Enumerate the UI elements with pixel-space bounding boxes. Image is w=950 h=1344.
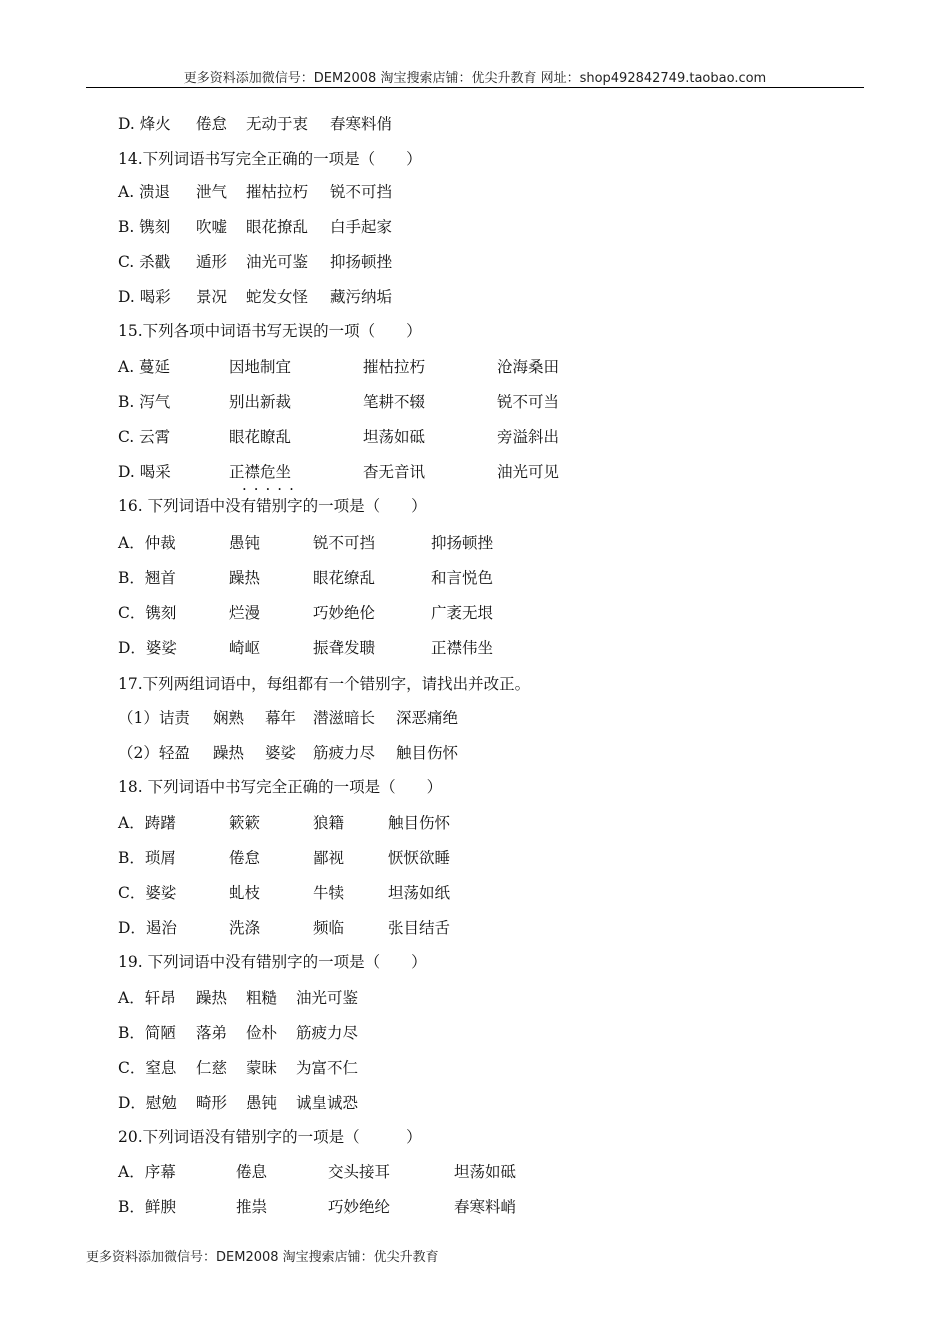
text-cell: C．窒息 [118,1059,177,1077]
text-cell: 坦荡如砥 [454,1163,517,1181]
text-cell: 躁热 [213,744,245,762]
text-cell: 虬枝 [229,884,261,902]
text-cell: 蒙昧 [246,1059,278,1077]
text-cell: 幕年 [265,709,297,727]
page-footer: 更多资料添加微信号：DEM2008 淘宝搜索店铺：优尖升教育 [86,1250,439,1265]
text-cell: 触目伤怀 [396,744,459,762]
text-cell: 17.下列两组词语中，每组都有一个错别字，请找出并改正。 [118,675,531,693]
text-cell: 无动于衷 [246,115,309,133]
text-cell: 畸形 [196,1094,228,1112]
text-cell: 交头接耳 [328,1163,391,1181]
text-cell: A．序幕 [118,1163,176,1181]
text-cell: 20.下列词语没有错别字的一项是（ ） [118,1128,422,1146]
text-cell: 泄气 [196,183,228,201]
text-cell: B．鲜腴 [118,1198,176,1216]
text-cell: 油光可见 [497,463,560,481]
text-cell: 油光可鉴 [246,253,309,271]
text-cell: B．翘首 [118,569,176,587]
text-cell: 18. 下列词语中书写完全正确的一项是（ ） [118,778,443,796]
text-cell: 因地制宜 [229,358,292,376]
text-cell: 广袤无垠 [431,604,494,622]
text-cell: 洗涤 [229,919,261,937]
text-cell: 潜滋暗长 [313,709,376,727]
text-cell: （1）诘责 [118,709,190,727]
text-cell: 锐不可当 [497,393,560,411]
text-cell: 倦怠 [196,115,228,133]
text-cell: 春寒料俏 [330,115,393,133]
text-cell: 牛犊 [313,884,345,902]
text-cell: 粗糙 [246,989,278,1007]
text-cell: 仁慈 [196,1059,228,1077]
text-cell: 筋疲力尽 [296,1024,359,1042]
text-cell: 振聋发聩 [313,639,376,657]
text-cell: 14.下列词语书写完全正确的一项是（ ） [118,150,422,168]
text-cell: 正襟伟坐 [431,639,494,657]
text-cell: 烂漫 [229,604,261,622]
text-cell: B. 镌刻 [118,218,171,236]
text-cell: 坦荡如纸 [388,884,451,902]
text-cell: 娴熟 [213,709,245,727]
text-cell: D. 喝采 [118,463,171,481]
text-cell: D．遏治 [118,919,177,937]
text-cell: 鄙视 [313,849,345,867]
text-cell: （2）轻盈 [118,744,190,762]
text-cell: 沧海桑田 [497,358,560,376]
text-cell: 坦荡如砥 [363,428,426,446]
text-cell: B. 泻气 [118,393,171,411]
text-cell: 眼花缭乱 [313,569,376,587]
text-cell: C．婆娑 [118,884,177,902]
text-cell: 摧枯拉朽 [363,358,426,376]
text-cell: 和言悦色 [431,569,494,587]
text-cell: D. 喝彩 [118,288,171,306]
text-cell: 诚皇诚恐 [296,1094,359,1112]
text-cell: 筋疲力尽 [313,744,376,762]
text-cell: 簌簌 [229,814,261,832]
text-cell: 别出新裁 [229,393,292,411]
text-cell: 俭朴 [246,1024,278,1042]
text-cell: A. 溃退 [118,183,171,201]
text-cell: 愚钝 [229,534,261,552]
text-cell: 崎岖 [229,639,261,657]
text-cell: 油光可鉴 [296,989,359,1007]
text-cell: 狼籍 [313,814,345,832]
text-cell: 躁热 [229,569,261,587]
text-cell: C. 云霄 [118,428,171,446]
text-cell: 巧妙绝伦 [313,604,376,622]
text-cell: 眼花瞭乱 [229,428,292,446]
text-cell: 15.下列各项中词语书写无误的一项（ ） [118,322,422,340]
text-cell: C. 杀戳 [118,253,171,271]
text-cell: B．简陋 [118,1024,176,1042]
text-cell: 摧枯拉朽 [246,183,309,201]
text-cell: 正襟危坐 [229,463,292,481]
text-cell: 白手起家 [330,218,393,236]
text-cell: A. 蔓延 [118,358,171,376]
text-cell: 巧妙绝纶 [328,1198,391,1216]
text-cell: 为富不仁 [296,1059,359,1077]
text-cell: 16. 下列词语中没有错别字的一项是（ ） [118,497,427,515]
text-cell: 藏污纳垢 [330,288,393,306]
text-cell: A．轩昂 [118,989,176,1007]
text-cell: 遁形 [196,253,228,271]
text-cell: A．踌躇 [118,814,176,832]
text-cell: 推祟 [236,1198,268,1216]
text-cell: 锐不可挡 [313,534,376,552]
text-cell: 笔耕不辍 [363,393,426,411]
text-cell: 频临 [313,919,345,937]
text-cell: D．婆娑 [118,639,177,657]
page-header: 更多资料添加微信号：DEM2008 淘宝搜索店铺：优尖升教育 网址：shop492842749.taobao.com [183,71,767,86]
text-cell: 抑扬顿挫 [431,534,494,552]
text-cell: 旁溢斜出 [497,428,560,446]
text-cell: 杳无音讯 [363,463,426,481]
text-cell: 19. 下列词语中没有错别字的一项是（ ） [118,953,427,971]
text-cell: D．慰勉 [118,1094,177,1112]
text-cell: D. 烽火 [118,115,171,133]
text-cell: C．镌刻 [118,604,177,622]
header-divider [86,87,864,88]
text-cell: 触目伤怀 [388,814,451,832]
text-cell: 倦怠 [229,849,261,867]
text-cell: 张目结舌 [388,919,451,937]
text-cell: A．仲裁 [118,534,176,552]
text-cell: 婆娑 [265,744,297,762]
text-cell: 躁热 [196,989,228,1007]
text-cell: 景况 [196,288,228,306]
text-cell: 蛇发女怪 [246,288,309,306]
text-cell: 锐不可挡 [330,183,393,201]
text-cell: 春寒料峭 [454,1198,517,1216]
text-cell: 落弟 [196,1024,228,1042]
text-cell: 抑扬顿挫 [330,253,393,271]
text-cell: 倦息 [236,1163,268,1181]
text-cell: 吹嘘 [196,218,228,236]
emphasis-dots: ····· [242,480,301,498]
text-cell: 深恶痛绝 [396,709,459,727]
text-cell: 愚钝 [246,1094,278,1112]
text-cell: 恹恹欲睡 [388,849,451,867]
text-cell: B．琐屑 [118,849,176,867]
text-cell: 眼花撩乱 [246,218,309,236]
